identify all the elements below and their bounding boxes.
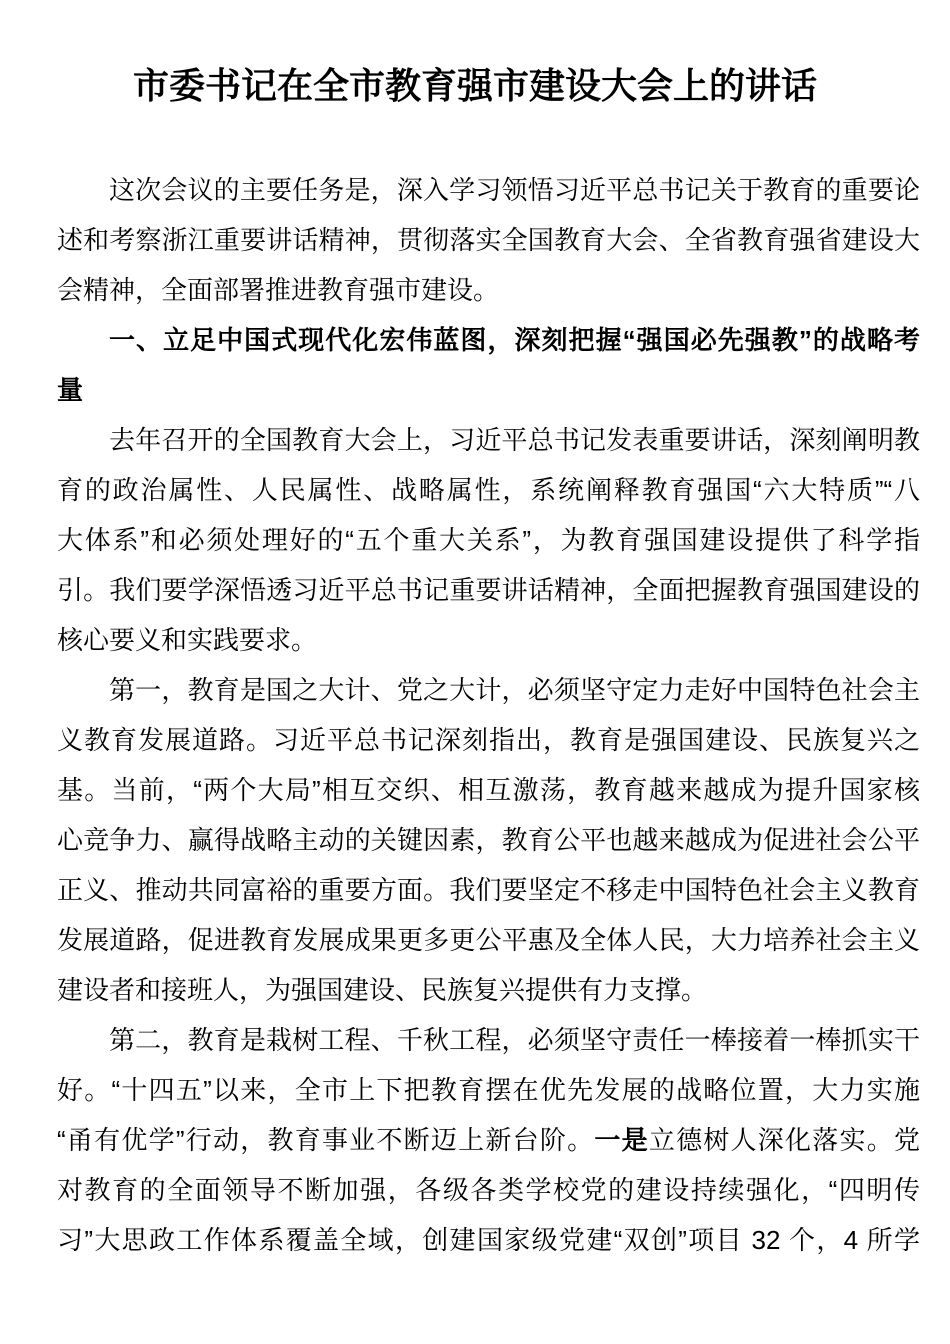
text-segment: 基。当前，“两个大局”相互交织、相互激荡，教育越来越成为提升国家核 [57, 775, 920, 805]
paragraph-line [57, 165, 920, 215]
paragraph-line [57, 1115, 920, 1165]
paragraph [57, 415, 920, 665]
text-segment: 述和考察浙江重要讲话精神，贯彻落实全国教育大会、全省教育强省建设大 [57, 225, 920, 255]
paragraph-line [57, 1065, 920, 1115]
paragraph-line [57, 765, 920, 815]
paragraph-line [57, 965, 920, 1015]
text-segment: 会精神，全面部署推进教育强市建设。 [57, 275, 500, 305]
text-segment: 第一，教育是国之大计、党之大计，必须坚守定力走好中国特色社会主 [109, 675, 920, 705]
text-segment: 核心要义和实践要求。 [57, 625, 318, 655]
text-segment: 大体系”和必须处理好的“五个重大关系”，为教育强国建设提供了科学指 [57, 525, 920, 555]
emphasis-text: 量 [57, 375, 84, 405]
paragraph-line [57, 515, 920, 565]
text-segment: 立德树人深化落实。党 [648, 1125, 920, 1155]
paragraph-line [57, 465, 920, 515]
paragraph [57, 165, 920, 315]
text-segment: 建设者和接班人，为强国建设、民族复兴提供有力支撑。 [57, 975, 708, 1005]
paragraph-line [57, 1215, 920, 1265]
paragraph-line [57, 615, 920, 665]
text-segment: “甬有优学”行动，教育事业不断迈上新台阶。 [57, 1125, 595, 1155]
text-segment: 正义、推动共同富裕的重要方面。我们要坚定不移走中国特色社会主义教育 [57, 875, 920, 905]
text-segment: 育的政治属性、人民属性、战略属性，系统阐释教育强国“六大特质”“八 [57, 475, 920, 505]
paragraph-line [57, 365, 920, 415]
paragraph-line [57, 565, 920, 615]
paragraph-line [57, 815, 920, 865]
text-segment: 习”大思政工作体系覆盖全域，创建国家级党建“双创”项目 32 个，4 所学 [57, 1225, 920, 1255]
paragraph-line [57, 415, 920, 465]
text-segment: 对教育的全面领导不断加强，各级各类学校党的建设持续强化，“四明传 [57, 1175, 920, 1205]
section-heading [57, 315, 920, 415]
paragraph [57, 665, 920, 1015]
paragraph [57, 1015, 920, 1265]
paragraph-line [57, 215, 920, 265]
emphasis-text: 一是 [594, 1125, 649, 1155]
document-body [57, 165, 920, 1265]
paragraph-line [57, 1165, 920, 1215]
text-segment: 义教育发展道路。习近平总书记深刻指出，教育是强国建设、民族复兴之 [57, 725, 920, 755]
paragraph-line [57, 665, 920, 715]
paragraph-line [57, 865, 920, 915]
paragraph-line [57, 265, 920, 315]
text-segment: 发展道路，促进教育发展成果更多更公平惠及全体人民，大力培养社会主义 [57, 925, 920, 955]
paragraph-line [57, 715, 920, 765]
paragraph-line [57, 315, 920, 365]
text-segment: 第二，教育是栽树工程、千秋工程，必须坚守责任一棒接着一棒抓实干 [109, 1025, 920, 1055]
text-segment: 这次会议的主要任务是，深入学习领悟习近平总书记关于教育的重要论 [109, 175, 920, 205]
paragraph-line [57, 1015, 920, 1065]
emphasis-text: 一、立足中国式现代化宏伟蓝图，深刻把握“强国必先强教”的战略考 [109, 325, 920, 355]
text-segment: 好。“十四五”以来，全市上下把教育摆在优先发展的战略位置，大力实施 [57, 1075, 920, 1105]
page-title: 市委书记在全市教育强市建设大会上的讲话 [132, 65, 817, 106]
text-segment: 引。我们要学深悟透习近平总书记重要讲话精神，全面把握教育强国建设的 [57, 575, 920, 605]
text-segment: 去年召开的全国教育大会上，习近平总书记发表重要讲话，深刻阐明教 [109, 425, 920, 455]
text-segment: 心竞争力、赢得战略主动的关键因素，教育公平也越来越成为促进社会公平 [57, 825, 920, 855]
paragraph-line [57, 915, 920, 965]
